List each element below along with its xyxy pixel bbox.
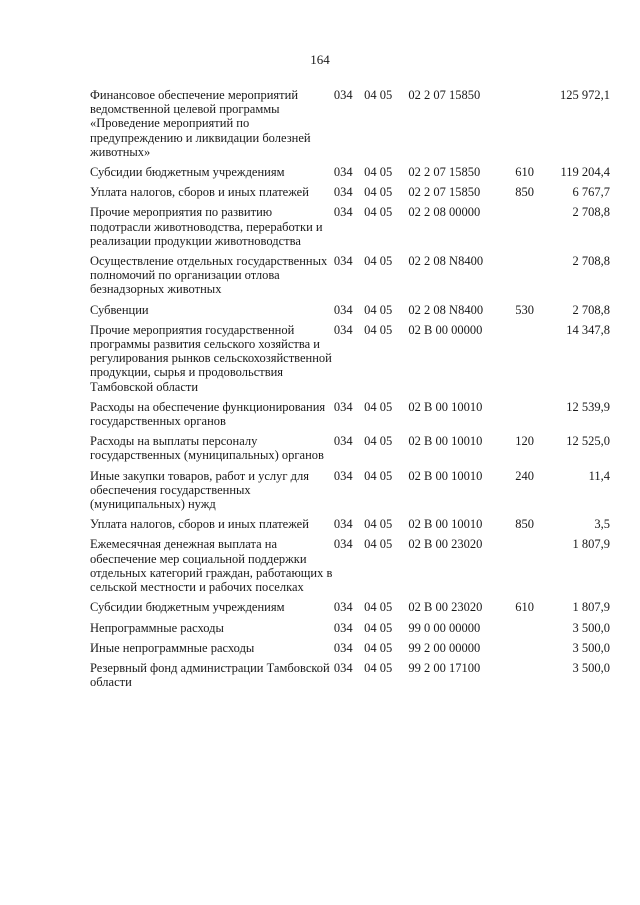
amount: 12 539,9 xyxy=(566,399,610,414)
table-row xyxy=(90,185,610,205)
target-article-code: 02 В 00 10010 xyxy=(408,434,483,449)
admin-code: 034 xyxy=(333,185,353,200)
admin-code: 034 xyxy=(333,254,353,269)
target-article-code: 99 2 00 17100 xyxy=(408,660,481,675)
expense-type-code xyxy=(515,661,545,695)
amount: 2 708,8 xyxy=(572,205,610,220)
table-row xyxy=(90,469,610,518)
amount: 12 525,0 xyxy=(566,434,610,449)
table-row xyxy=(90,303,610,323)
section-code: 04 05 xyxy=(364,434,393,449)
expense-name: Расходы на выплаты персоналу государственных (муниципальных) органов xyxy=(90,434,324,463)
amount: 3 500,0 xyxy=(572,620,610,635)
target-article-code: 02 В 00 23020 xyxy=(408,537,483,552)
table-row xyxy=(90,400,610,434)
section-code: 04 05 xyxy=(364,640,393,655)
section-code: 04 05 xyxy=(364,468,393,483)
expense-name: Прочие мероприятия по развитию подотрасли животноводства, переработки и реализации продукции животноводства xyxy=(90,205,323,248)
expense-name: Непрограммные расходы xyxy=(90,620,224,635)
admin-code: 034 xyxy=(333,660,353,675)
section-code: 04 05 xyxy=(364,399,393,414)
expense-type-code xyxy=(515,537,545,600)
expense-type-code: 850 xyxy=(515,517,534,532)
amount: 125 972,1 xyxy=(560,88,610,102)
amount: 1 807,9 xyxy=(572,537,610,552)
admin-code: 034 xyxy=(333,322,353,337)
table-row xyxy=(90,434,610,468)
admin-code: 034 xyxy=(333,640,353,655)
amount: 2 708,8 xyxy=(572,302,610,317)
admin-code: 034 xyxy=(333,165,353,180)
expense-type-code: 240 xyxy=(515,468,534,483)
expense-type-code: 850 xyxy=(515,185,534,200)
expense-name: Прочие мероприятия государственной программы развития сельского хозяйства и регулирования рынков сельскохозяйственной продукции, сырья и продовольствия Тамбовской области xyxy=(90,322,332,394)
table-row xyxy=(90,621,610,641)
section-code: 04 05 xyxy=(364,254,393,269)
expense-type-code xyxy=(515,641,545,661)
table-row xyxy=(90,165,610,185)
section-code: 04 05 xyxy=(364,165,393,180)
target-article-code: 02 2 07 15850 xyxy=(408,185,481,200)
section-code: 04 05 xyxy=(364,302,393,317)
expense-name: Резервный фонд администрации Тамбовской области xyxy=(90,660,330,690)
expense-name: Субвенции xyxy=(90,302,149,317)
amount: 3 500,0 xyxy=(572,640,610,655)
section-code: 04 05 xyxy=(364,537,393,552)
section-code: 04 05 xyxy=(364,88,393,102)
expense-type-code xyxy=(515,205,545,254)
target-article-code: 02 2 08 N8400 xyxy=(408,302,484,317)
section-code: 04 05 xyxy=(364,517,393,532)
table-row xyxy=(90,537,610,600)
expense-name: Финансовое обеспечение мероприятий ведомственной целевой программы «Проведение мероприятий по предупреждению и ликвидации болезней животных» xyxy=(90,88,311,159)
admin-code: 034 xyxy=(333,537,353,552)
admin-code: 034 xyxy=(333,399,353,414)
expense-name: Ежемесячная денежная выплата на обеспечение мер социальной поддержки отдельных категорий граждан, работающих в сельской местности и рабочих поселках xyxy=(90,537,333,595)
expense-name: Субсидии бюджетным учреждениям xyxy=(90,165,285,180)
expense-type-code xyxy=(515,621,545,641)
target-article-code: 99 2 00 00000 xyxy=(408,640,481,655)
target-article-code: 02 2 07 15850 xyxy=(408,88,481,102)
expense-type-code xyxy=(515,400,545,434)
amount: 11,4 xyxy=(588,468,610,483)
target-article-code: 99 0 00 00000 xyxy=(408,620,481,635)
table-row xyxy=(90,600,610,620)
amount: 3,5 xyxy=(594,517,610,532)
section-code: 04 05 xyxy=(364,205,393,220)
amount: 2 708,8 xyxy=(572,254,610,269)
table-row xyxy=(90,88,610,165)
section-code: 04 05 xyxy=(364,620,393,635)
target-article-code: 02 В 00 10010 xyxy=(408,468,483,483)
table-row xyxy=(90,641,610,661)
table-row xyxy=(90,205,610,254)
expense-name: Расходы на обеспечение функционирования государственных органов xyxy=(90,399,326,429)
amount: 3 500,0 xyxy=(572,660,610,675)
admin-code: 034 xyxy=(333,434,353,449)
admin-code: 034 xyxy=(333,517,353,532)
target-article-code: 02 В 00 10010 xyxy=(408,517,483,532)
table-row xyxy=(90,254,610,303)
table-row xyxy=(90,661,610,695)
budget-rows xyxy=(90,88,610,695)
admin-code: 034 xyxy=(333,302,353,317)
expense-name: Иные непрограммные расходы xyxy=(90,640,255,655)
section-code: 04 05 xyxy=(364,600,393,615)
amount: 1 807,9 xyxy=(572,600,610,615)
table-row xyxy=(90,323,610,400)
target-article-code: 02 В 00 23020 xyxy=(408,600,483,615)
expense-type-code xyxy=(515,323,545,400)
budget-table xyxy=(90,88,610,695)
expense-name: Уплата налогов, сборов и иных платежей xyxy=(90,517,309,532)
section-code: 04 05 xyxy=(364,322,393,337)
admin-code: 034 xyxy=(333,620,353,635)
section-code: 04 05 xyxy=(364,185,393,200)
section-code: 04 05 xyxy=(364,660,393,675)
expense-name: Уплата налогов, сборов и иных платежей xyxy=(90,185,309,200)
amount: 14 347,8 xyxy=(566,322,610,337)
expense-type-code: 530 xyxy=(515,302,534,317)
amount: 6 767,7 xyxy=(572,185,610,200)
expense-type-code: 610 xyxy=(515,600,534,615)
expense-type-code xyxy=(515,88,545,165)
expense-type-code xyxy=(515,254,545,303)
admin-code: 034 xyxy=(333,205,353,220)
target-article-code: 02 2 08 N8400 xyxy=(408,254,484,269)
expense-type-code: 610 xyxy=(515,165,534,180)
admin-code: 034 xyxy=(333,600,353,615)
target-article-code: 02 В 00 00000 xyxy=(408,322,483,337)
admin-code: 034 xyxy=(333,468,353,483)
page-number: 164 xyxy=(310,52,330,67)
expense-type-code: 120 xyxy=(515,434,534,449)
expense-name: Субсидии бюджетным учреждениям xyxy=(90,600,285,615)
target-article-code: 02 2 07 15850 xyxy=(408,165,481,180)
target-article-code: 02 2 08 00000 xyxy=(408,205,481,220)
table-row xyxy=(90,517,610,537)
amount: 119 204,4 xyxy=(560,165,610,180)
expense-name: Осуществление отдельных государственных полномочий по организации отлова безнадзорных животных xyxy=(90,254,328,297)
admin-code: 034 xyxy=(333,88,353,102)
target-article-code: 02 В 00 10010 xyxy=(408,399,483,414)
expense-name: Иные закупки товаров, работ и услуг для обеспечения государственных (муниципальных) нужд xyxy=(90,468,310,512)
